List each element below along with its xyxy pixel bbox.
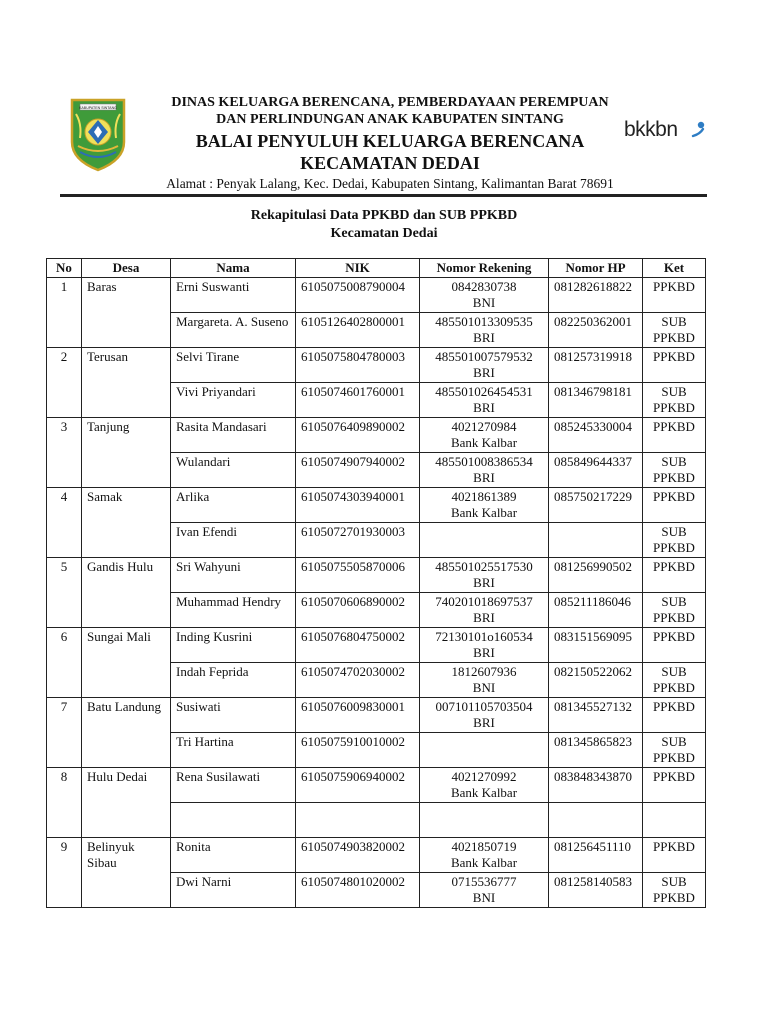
title-line-1: Rekapitulasi Data PPKBD dan SUB PPKBD [250,208,518,223]
phone-number: 081345527132 [549,698,643,733]
phone-number: 082250362001 [549,313,643,348]
nik-value: 6105074303940001 [296,488,420,523]
nik-value: 6105074702030002 [296,663,420,698]
agency-line-1: DINAS KELUARGA BERENCANA, PEMBERDAYAAN PEREMPUAN [171,95,609,110]
col-header-ket: Ket [643,259,706,278]
person-name: Arlika [171,488,296,523]
col-header-desa: Desa [82,259,171,278]
nik-value: 6105076804750002 [296,628,420,663]
role-note: SUB PPKBD [643,873,706,908]
account-number [420,418,549,453]
person-name: Selvi Tirane [171,348,296,383]
bkkbn-swirl-icon [690,120,708,138]
bank-name: Bank Kalbar [450,505,518,520]
account-number-value: 485501013309535 [435,314,533,329]
bank-name: BNI [472,295,496,310]
emblem-label: KABUPATEN SINTANG [79,106,117,110]
account-number [420,663,549,698]
district-name: KECAMATAN DEDAI [300,153,480,173]
account-number-value: 72130101o160534 [435,629,533,644]
phone-number [549,523,643,558]
person-name: Tri Hartina [171,733,296,768]
phone-number: 081256451110 [549,838,643,873]
account-number [420,803,549,838]
bank-name: BNI [472,680,496,695]
table-row [47,628,706,663]
bank-name: BRI [473,645,495,660]
account-number [420,453,549,488]
role-note: PPKBD [643,558,706,593]
village-name: Gandis Hulu [82,558,171,628]
bank-name: BRI [473,330,495,345]
row-number: 4 [47,488,82,558]
nik-value: 6105126402800001 [296,313,420,348]
nik-value: 6105076009830001 [296,698,420,733]
table-row [47,558,706,593]
account-number-value: 007101105703504 [435,699,533,714]
account-number [420,873,549,908]
account-number [420,558,549,593]
row-number: 1 [47,278,82,348]
phone-number: 081258140583 [549,873,643,908]
phone-number: 085211186046 [549,593,643,628]
account-number-value: 4021270984 [451,419,517,434]
title-line-2: Kecamatan Dedai [330,226,438,241]
nik-value: 6105072701930003 [296,523,420,558]
bank-name: BRI [473,365,495,380]
person-name: Muhammad Hendry [171,593,296,628]
village-name: Hulu Dedai [82,768,171,838]
phone-number: 085750217229 [549,488,643,523]
bank-name: BRI [473,715,495,730]
col-header-nik: NIK [296,259,420,278]
village-name: Sungai Mali [82,628,171,698]
role-note: PPKBD [643,838,706,873]
role-note: PPKBD [643,488,706,523]
village-name: Baras [82,278,171,348]
person-name: Erni Suswanti [171,278,296,313]
phone-number: 081257319918 [549,348,643,383]
account-number-value: 485501026454531 [435,384,533,399]
bank-name: BRI [473,575,495,590]
role-note: PPKBD [643,418,706,453]
role-note: SUB PPKBD [643,313,706,348]
col-header-hp: Nomor HP [549,259,643,278]
account-number-value: 0715536777 [451,874,517,889]
nik-value: 6105074601760001 [296,383,420,418]
bank-name: BNI [472,890,496,905]
account-number [420,838,549,873]
row-number: 7 [47,698,82,768]
sintang-emblem-icon [68,94,128,172]
table-row [47,698,706,733]
table-row [47,418,706,453]
account-number [420,733,549,768]
account-number-value: 0842830738 [451,279,517,294]
account-number-value: 1812607936 [451,664,517,679]
person-name: Ivan Efendi [171,523,296,558]
account-number [420,628,549,663]
nik-value: 6105075906940002 [296,768,420,803]
role-note: PPKBD [643,348,706,383]
table-row [47,278,706,313]
account-number [420,488,549,523]
row-number: 2 [47,348,82,418]
table-row [47,838,706,873]
nik-value: 6105070606890002 [296,593,420,628]
role-note: PPKBD [643,628,706,663]
account-number-value: 485501025517530 [435,559,533,574]
role-note: SUB PPKBD [643,523,706,558]
role-note: PPKBD [643,768,706,803]
account-number [420,348,549,383]
nik-value: 6105076409890002 [296,418,420,453]
village-name: Samak [82,488,171,558]
person-name: Sri Wahyuni [171,558,296,593]
person-name [171,803,296,838]
table-row [47,348,706,383]
office-name: BALAI PENYULUH KELUARGA BERENCANA [195,131,585,151]
person-name: Ronita [171,838,296,873]
agency-line-2: DAN PERLINDUNGAN ANAK KABUPATEN SINTANG [216,112,564,127]
account-number [420,278,549,313]
table-body [47,278,706,908]
person-name: Wulandari [171,453,296,488]
account-number [420,593,549,628]
account-number [420,383,549,418]
row-number: 9 [47,838,82,908]
account-number-value: 485501007579532 [435,349,533,364]
role-note [643,803,706,838]
person-name: Margareta. A. Suseno [171,313,296,348]
account-number [420,698,549,733]
phone-number: 085849644337 [549,453,643,488]
phone-number: 081345865823 [549,733,643,768]
ppkbd-table [46,258,706,908]
phone-number: 081282618822 [549,278,643,313]
role-note: PPKBD [643,278,706,313]
role-note: SUB PPKBD [643,663,706,698]
office-address: Alamat : Penyak Lalang, Kec. Dedai, Kabupaten Sintang, Kalimantan Barat 78691 [166,176,614,191]
account-number [420,768,549,803]
table-row [47,768,706,803]
col-header-rekening: Nomor Rekening [420,259,549,278]
row-number: 6 [47,628,82,698]
nik-value: 6105075910010002 [296,733,420,768]
village-name: Batu Landung [82,698,171,768]
role-note: SUB PPKBD [643,453,706,488]
nik-value: 6105075505870006 [296,558,420,593]
header-divider [60,194,707,197]
phone-number: 081346798181 [549,383,643,418]
nik-value: 6105074801020002 [296,873,420,908]
account-number-value: 4021850719 [451,839,517,854]
account-number [420,313,549,348]
bkkbn-logo-text: bkkbn [624,118,678,141]
person-name: Dwi Narni [171,873,296,908]
col-header-no: No [47,259,82,278]
account-number-value: 740201018697537 [435,594,533,609]
phone-number: 085245330004 [549,418,643,453]
phone-number: 082150522062 [549,663,643,698]
row-number: 3 [47,418,82,488]
phone-number: 081256990502 [549,558,643,593]
account-number-value: 485501008386534 [435,454,533,469]
table-header-row [47,259,706,278]
nik-value: 6105074903820002 [296,838,420,873]
village-name: Belinyuk Sibau [82,838,171,908]
role-note: PPKBD [643,698,706,733]
bank-name: BRI [473,610,495,625]
table-row [47,488,706,523]
village-name: Tanjung [82,418,171,488]
village-name: Terusan [82,348,171,418]
bank-name: BRI [473,400,495,415]
nik-value: 6105075008790004 [296,278,420,313]
col-header-nama: Nama [171,259,296,278]
person-name: Vivi Priyandari [171,383,296,418]
person-name: Indah Feprida [171,663,296,698]
letterhead-text [140,94,640,193]
role-note: SUB PPKBD [643,733,706,768]
letterhead [0,0,768,200]
role-note: SUB PPKBD [643,383,706,418]
person-name: Rasita Mandasari [171,418,296,453]
phone-number [549,803,643,838]
person-name: Susiwati [171,698,296,733]
row-number: 8 [47,768,82,838]
bank-name: Bank Kalbar [450,785,518,800]
account-number [420,523,549,558]
bank-name: Bank Kalbar [450,855,518,870]
nik-value: 6105074907940002 [296,453,420,488]
account-number-value: 4021861389 [451,489,517,504]
person-name: Inding Kusrini [171,628,296,663]
document-title [100,207,668,243]
bank-name: Bank Kalbar [450,435,518,450]
phone-number: 083151569095 [549,628,643,663]
person-name: Rena Susilawati [171,768,296,803]
role-note: SUB PPKBD [643,593,706,628]
nik-value [296,803,420,838]
account-number-value: 4021270992 [451,769,517,784]
nik-value: 6105075804780003 [296,348,420,383]
phone-number: 083848343870 [549,768,643,803]
row-number: 5 [47,558,82,628]
bank-name: BRI [473,470,495,485]
bkkbn-logo [624,118,708,148]
